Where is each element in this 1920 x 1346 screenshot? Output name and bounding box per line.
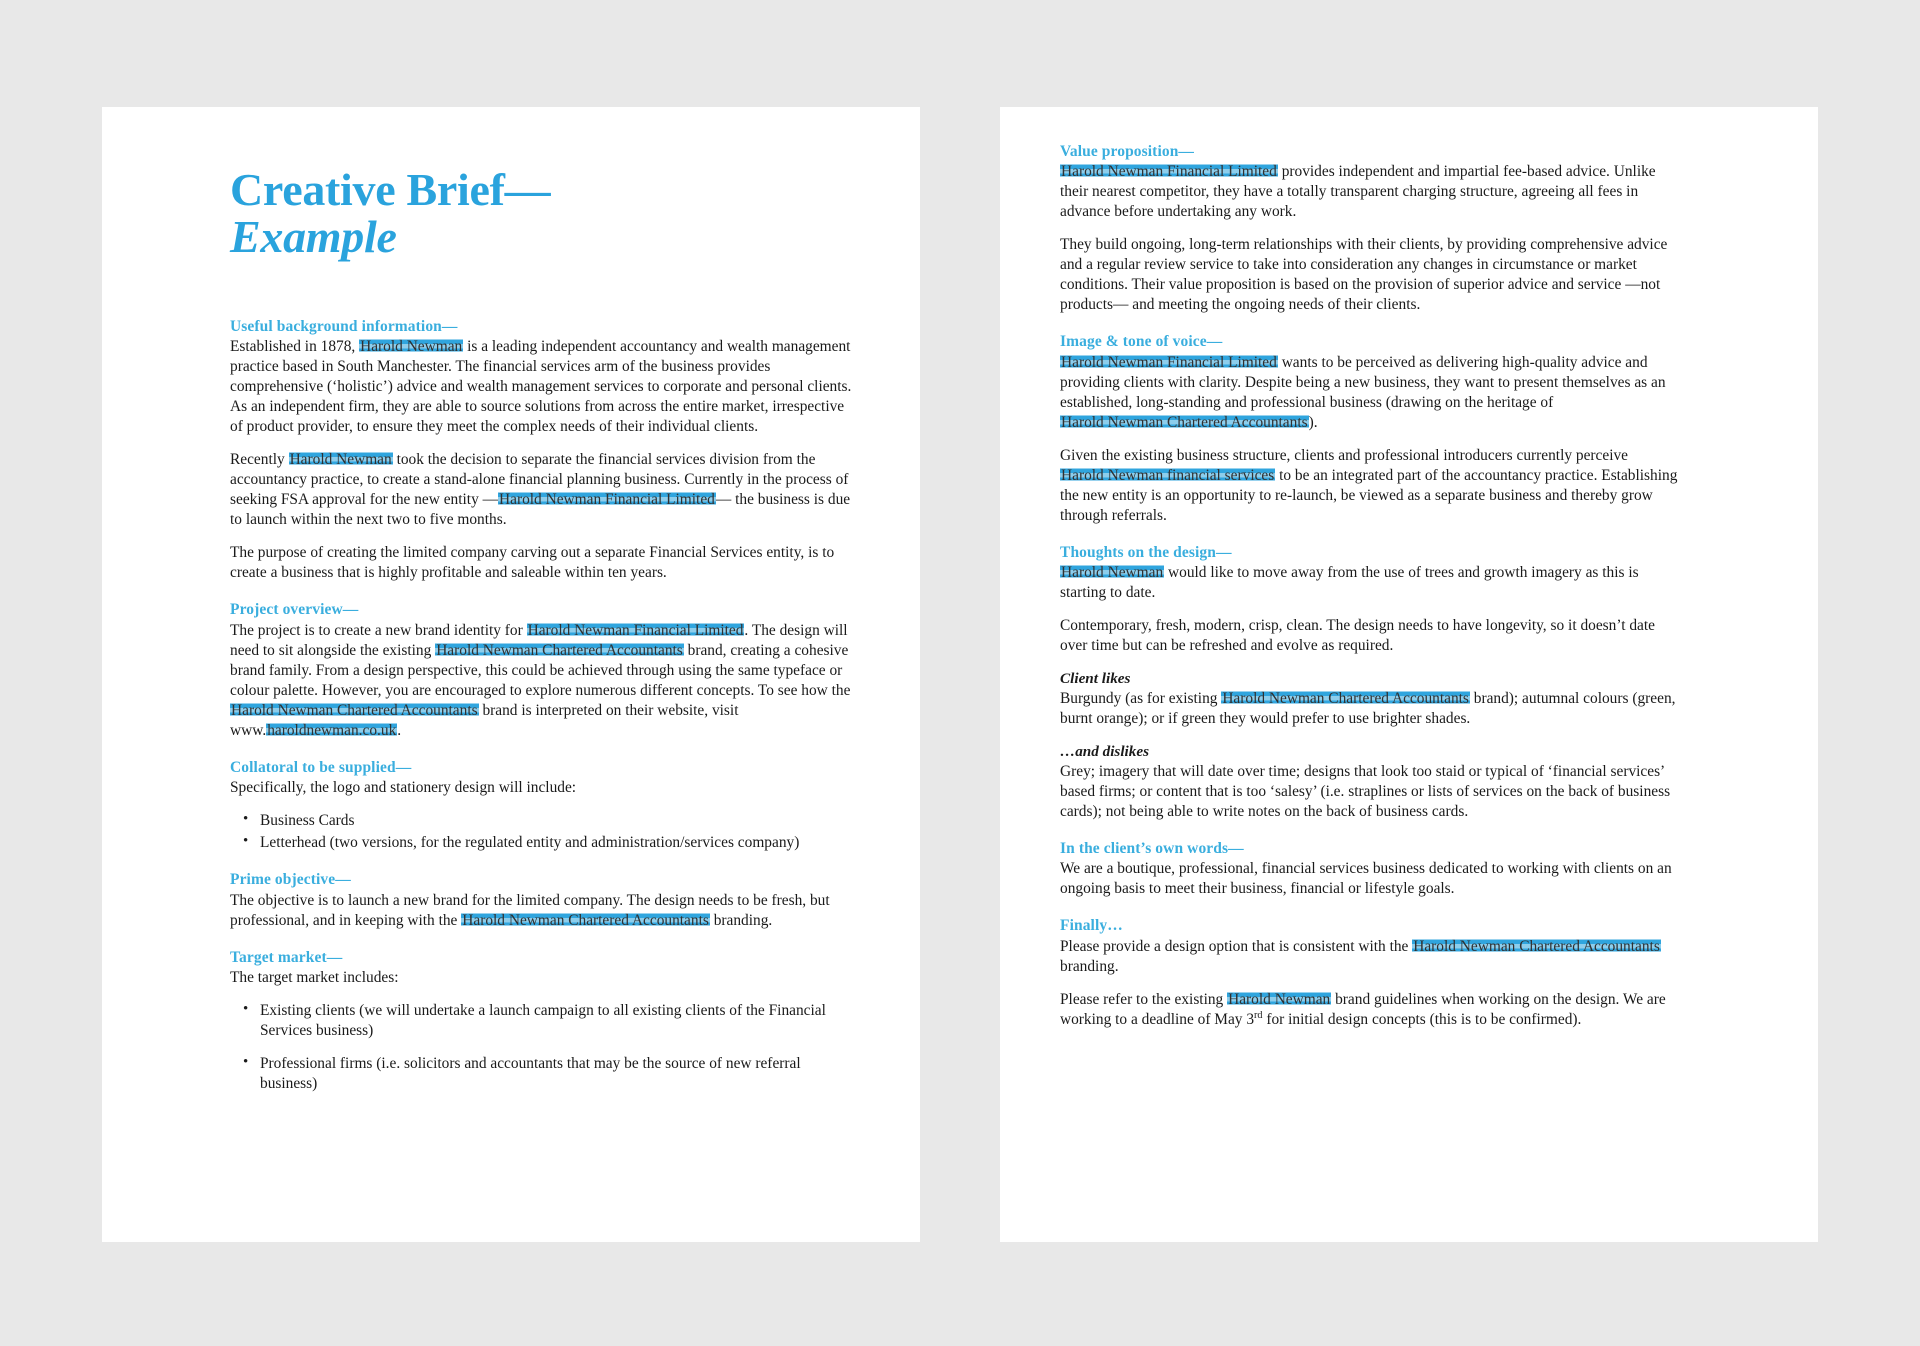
bullet-list xyxy=(230,1001,855,1094)
redacted-text: Harold Newman xyxy=(360,338,463,356)
paragraph xyxy=(230,778,855,798)
text-run: Please provide a design option that is consistent with the xyxy=(1060,937,1413,955)
section-heading: Prime objective— xyxy=(230,871,351,889)
text-run: brand guidelines when working on the design. We are working to a deadline of May 3 xyxy=(1060,990,1666,1028)
section-heading: Thoughts on the design— xyxy=(1060,543,1232,561)
paragraph xyxy=(1060,990,1685,1030)
redacted-text: Harold Newman xyxy=(289,451,392,469)
page-2-sections xyxy=(1060,142,1685,1030)
document-section xyxy=(1060,142,1685,315)
text-run: . xyxy=(397,721,402,739)
section-heading: Project overview— xyxy=(230,601,359,619)
paragraph xyxy=(230,543,855,583)
text-run: wants to be perceived as delivering high-quality advice and providing clients with clarity. Despite being a new business, they want to present themselves as an established, long-standing and professional business (drawing on the heritage of xyxy=(1060,353,1666,411)
ordinal-suffix: rd xyxy=(1254,1009,1263,1021)
paragraph xyxy=(1060,235,1685,315)
document-section xyxy=(1060,916,1685,1029)
text-run: for initial design concepts (this is to be confirmed). xyxy=(1262,1010,1582,1028)
paragraph xyxy=(230,621,855,741)
redacted-text: Harold Newman Chartered Accountants xyxy=(462,911,709,929)
section-heading: Value proposition— xyxy=(1060,143,1195,160)
text-run: would like to move away from the use of trees and growth imagery as this is starting to date. xyxy=(1060,564,1639,602)
document-section xyxy=(230,948,855,1094)
text-run: They build ongoing, long-term relationships with their clients, by providing comprehensive advice and a regular review service to take into consideration any changes in circumstance or market conditions. Their value proposition is based on the provision of superior advice and service —not products— and meeting the ongoing needs of their clients. xyxy=(1060,236,1668,314)
text-run: We are a boutique, professional, financial services business dedicated to working with clients on an ongoing basis to meet their business, financial or lifestyle goals. xyxy=(1060,860,1672,898)
text-run: to be an integrated part of the accountancy practice. Establishing the new entity is an opportunity to re-launch, be viewed as a separate business and thereby grow through referrals. xyxy=(1060,466,1678,524)
text-run: The purpose of creating the limited company carving out a separate Financial Services entity, is to create a business that is highly profitable and saleable within ten years. xyxy=(230,544,835,582)
redacted-text: Harold Newman Chartered Accountants xyxy=(1413,937,1660,955)
document-section xyxy=(230,317,855,584)
text-run: The objective is to launch a new brand for the limited company. The design needs to be fresh, but professional, and in keeping with the xyxy=(230,891,830,929)
paragraph xyxy=(1060,859,1685,899)
redacted-text: Harold Newman Chartered Accountants xyxy=(231,701,478,719)
text-run: Established in 1878, xyxy=(230,338,360,356)
text-run: The project is to create a new brand identity for xyxy=(230,621,527,639)
text-run: . The design will need to sit alongside the existing xyxy=(230,621,848,659)
paragraph xyxy=(230,450,855,530)
text-run: The target market includes: xyxy=(230,969,399,987)
page-title-line-2: Example xyxy=(230,210,397,262)
redacted-text: haroldnewman.co.uk xyxy=(267,721,397,739)
document-section xyxy=(230,758,855,853)
redacted-text: Harold Newman Financial Limited xyxy=(527,621,744,639)
text-run: brand, creating a cohesive brand family. From a design perspective, this could be achieved through using the same typeface or colour palette. However, you are encouraged to explore numerous different concepts. To see how the xyxy=(230,641,851,699)
paragraph xyxy=(1060,563,1685,603)
text-run: — the business is due to launch within the next two to five months. xyxy=(230,491,851,529)
redacted-text: Harold Newman xyxy=(1228,990,1331,1008)
section-heading: Image & tone of voice— xyxy=(1060,333,1223,351)
section-heading: Finally… xyxy=(1060,917,1123,935)
paragraph xyxy=(1060,162,1685,222)
redacted-text: Harold Newman Chartered Accountants xyxy=(1222,690,1469,708)
text-run: branding. xyxy=(1060,957,1119,975)
paragraph xyxy=(230,337,855,437)
text-run: branding. xyxy=(709,911,773,929)
sub-block-label: Client likes xyxy=(1060,670,1131,688)
list-item: • Professional firms (i.e. solicitors and accountants that may be the source of new referral business) xyxy=(260,1054,855,1094)
paragraph xyxy=(230,891,855,931)
paragraph xyxy=(1060,616,1685,656)
text-run: brand is interpreted on their website, visit www. xyxy=(230,701,739,739)
text-run: Contemporary, fresh, modern, crisp, clean. The design needs to have longevity, so it doesn’t date over time but can be refreshed and evolve as required. xyxy=(1060,617,1655,655)
redacted-text: Harold Newman Financial Limited xyxy=(1061,353,1277,371)
section-heading: Target market— xyxy=(230,948,343,966)
text-run: brand); autumnal colours (green, burnt orange); or if green they would prefer to use brighter shades. xyxy=(1060,690,1676,728)
text-run: Grey; imagery that will date over time; designs that look too staid or typical of ‘financial services’ based firms; or content that is too ‘salesy’ (i.e. straplines or lists of services on the back of business cards); not being able to write notes on the back of business cards. xyxy=(1060,762,1671,820)
text-run: Burgundy (as for existing xyxy=(1060,690,1222,708)
redacted-text: Harold Newman Financial Limited xyxy=(1061,163,1277,181)
section-heading: Useful background information— xyxy=(230,317,458,335)
sub-block-paragraph xyxy=(1060,689,1685,729)
paragraph xyxy=(1060,937,1685,977)
redacted-text: Harold Newman financial services xyxy=(1061,466,1275,484)
page-1 xyxy=(102,107,920,1242)
list-item: • Business Cards xyxy=(260,811,855,831)
document-section xyxy=(1060,839,1685,899)
bullet-list xyxy=(230,811,855,853)
text-run: ). xyxy=(1308,413,1318,431)
text-run: took the decision to separate the financial services division from the accountancy practice, to create a stand-alone financial planning business. Currently in the process of seeking FSA approval for the new entity — xyxy=(230,451,849,509)
list-item: • Letterhead (two versions, for the regulated entity and administration/services company) xyxy=(260,833,855,853)
document-section xyxy=(230,870,855,930)
document-section xyxy=(1060,332,1685,526)
paragraph xyxy=(1060,446,1685,526)
document-section xyxy=(1060,543,1685,822)
document-section xyxy=(230,600,855,740)
list-item: • Existing clients (we will undertake a launch campaign to all existing clients of the Financial Services business) xyxy=(260,1001,855,1041)
paragraph xyxy=(230,968,855,988)
text-run: provides independent and impartial fee-based advice. Unlike their nearest competitor, they have a totally transparent charging structure, agreeing all fees in advance before undertaking any work. xyxy=(1060,163,1656,221)
redacted-text: Harold Newman Chartered Accountants xyxy=(1061,413,1308,431)
text-run: Please refer to the existing xyxy=(1060,990,1228,1008)
paragraph xyxy=(1060,353,1685,433)
section-heading: In the client’s own words— xyxy=(1060,840,1244,857)
page-title-line-1: Creative Brief— xyxy=(230,164,551,215)
page-1-sections xyxy=(230,317,855,1094)
redacted-text: Harold Newman Financial Limited xyxy=(499,491,715,509)
page-2 xyxy=(1000,107,1818,1242)
sub-block-paragraph xyxy=(1060,762,1685,822)
sub-block-label: …and dislikes xyxy=(1060,743,1150,761)
text-run: is a leading independent accountancy and wealth management practice based in South Manchester. The financial services arm of the business provides comprehensive (‘holistic’) advice and wealth management services to corporate and personal clients. As an independent firm, they are able to source solutions from across the entire market, irrespective of product provider, to ensure they meet the complex needs of their individual clients. xyxy=(230,338,852,436)
text-run: Recently xyxy=(230,451,289,469)
page-title xyxy=(230,164,855,262)
section-heading: Collatoral to be supplied— xyxy=(230,758,412,776)
redacted-text: Harold Newman xyxy=(1061,564,1164,582)
text-run: Given the existing business structure, clients and professional introducers currently perceive xyxy=(1060,446,1629,464)
text-run: Specifically, the logo and stationery design will include: xyxy=(230,779,577,797)
redacted-text: Harold Newman Chartered Accountants xyxy=(436,641,683,659)
